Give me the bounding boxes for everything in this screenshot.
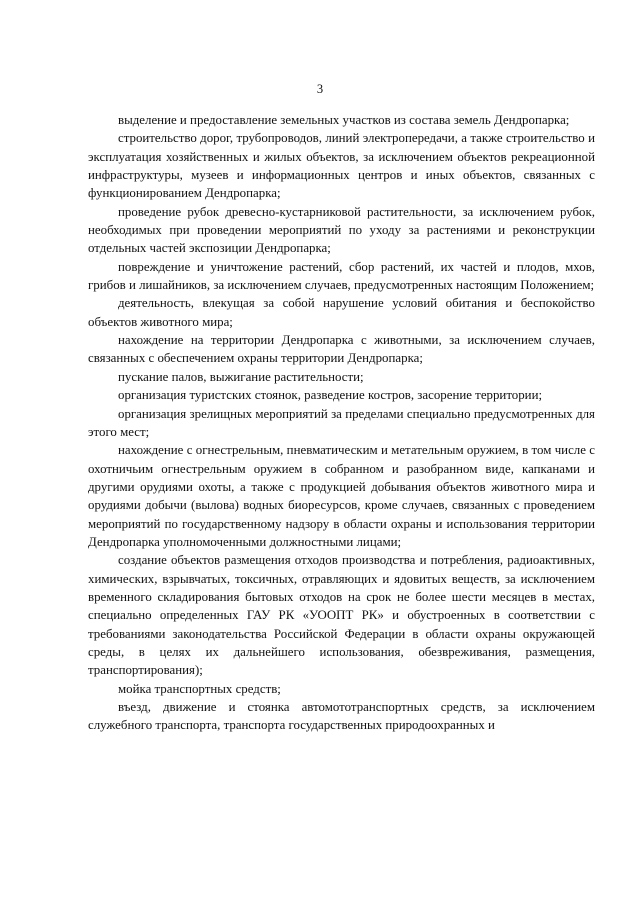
- paragraph: выделение и предоставление земельных участков из состава земель Дендропарка;: [118, 113, 570, 127]
- paragraph: организация туристских стоянок, разведение костров, засорение территории;: [118, 388, 543, 403]
- paragraph: организация зрелищных мероприятий за пределами специально предусмотренных для этого мест;: [88, 406, 595, 439]
- paragraph: проведение рубок древесно-кустарниковой растительности, за исключением рубок, необходимых при проведении мероприятий по уходу за растениями и реконструкции отдельных частей экспозиции Дендропарка;: [88, 204, 595, 256]
- paragraph: повреждение и уничтожение растений, сбор растений, их частей и плодов, мхов, грибов и лишайников, за исключением случаев, предусмотренных настоящим Положением;: [88, 259, 595, 293]
- paragraph: деятельность, влекущая за собой нарушение условий обитания и беспокойство объектов животного мира;: [88, 296, 595, 329]
- paragraph: мойка транспортных средств;: [118, 681, 281, 696]
- paragraph: нахождение на территории Дендропарка с животными, за исключением случаев, связанных с обеспечением охраны территории Дендропарка;: [88, 333, 595, 366]
- paragraph: создание объектов размещения отходов производства и потребления, радиоактивных, химических, взрывчатых, токсичных, отравляющих и ядовитых веществ, за исключением временного складирования бытовых отходов на срок не более шести месяцев в местах, специально определенных ГАУ РК «УООПТ РК» и обустроенных в соответствии с требованиями законодательства Российской Федерации в области охраны окружающей среды, в целях их дальнейшего использования, обезвреживания, размещения, транспортирования);: [88, 553, 595, 678]
- paragraph: строительство дорог, трубопроводов, линий электропередачи, а также строительство и эксплуатация хозяйственных и жилых объектов, за исключением объектов рекреационной инфраструктуры, музеев и информационных центров и иных объектов, связанных с функционированием Дендропарка;: [88, 131, 595, 201]
- paragraph: пускание палов, выжигание растительности;: [118, 369, 364, 384]
- document-body: [88, 111, 595, 735]
- paragraph: нахождение с огнестрельным, пневматическим и метательным оружием, в том числе с охотничьим огнестрельным оружием в собранном и разобранном виде, капканами и другими орудиями охоты, а также с продукцией добывания объектов животного мира и орудиями добычи (вылова) водных биоресурсов, кроме случаев, связанных с проведением мероприятий по государственному надзору в области охраны и использования территории Дендропарка уполномоченными должностными лицами;: [88, 443, 595, 549]
- paragraph: въезд, движение и стоянка автомототранспортных средств, за исключением служебного транспорта, транспорта государственных природоохранных и: [88, 700, 595, 733]
- page-number: 3: [316, 82, 324, 96]
